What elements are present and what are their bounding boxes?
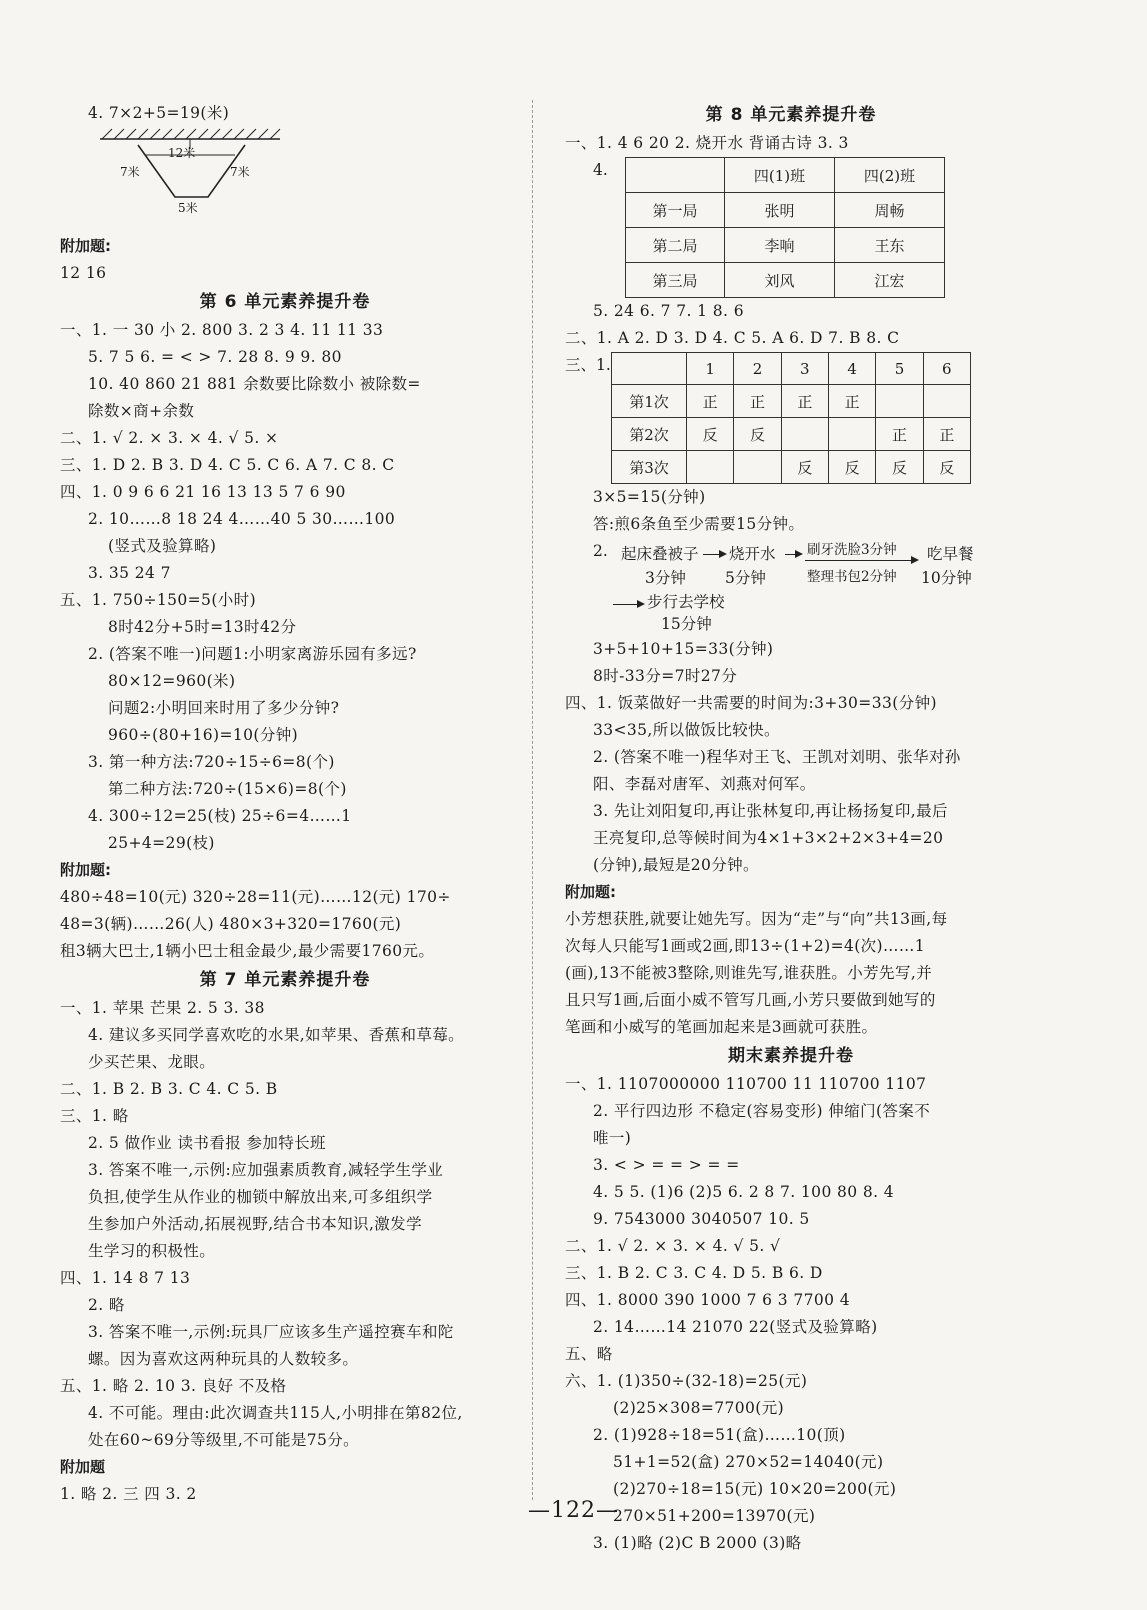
u8-line: 一、1. 4 6 20 2. 烧开水 背诵古诗 3. 3 <box>565 134 849 152</box>
column-divider <box>532 100 533 1500</box>
u7-line: 生参加户外活动,拓展视野,结合书本知识,激发学 <box>88 1215 422 1233</box>
u7-line: 4. 不可能。理由:此次调查共115人,小明排在第82位, <box>88 1404 463 1422</box>
u7-line: 3. 答案不唯一,示例:玩具厂应该多生产遥控赛车和陀 <box>88 1323 454 1341</box>
trap-right-label: 7米 <box>230 165 250 179</box>
final-line: (2)25×308=7700(元) <box>613 1399 785 1417</box>
flow-time-4: 10分钟 <box>921 569 972 587</box>
table2-cell <box>923 385 970 418</box>
trap-top-label: 12米 <box>168 146 196 160</box>
table2-header <box>612 353 687 385</box>
final-line: 2. (1)928÷18=51(盒)……10(顶) <box>593 1426 846 1444</box>
table2-label: 三、1. <box>565 356 611 374</box>
table2-cell: 正 <box>828 385 875 418</box>
final-line: 51+1=52(盒) 270×52=14040(元) <box>613 1453 884 1471</box>
page-number: —122— <box>528 1498 619 1523</box>
table1-cell: 张明 <box>725 193 835 228</box>
table2-cell: 正 <box>781 385 828 418</box>
table2-cell: 第3次 <box>612 451 687 484</box>
u8-line: 二、1. A 2. D 3. D 4. C 5. A 6. D 7. B 8. C <box>565 329 900 347</box>
flow-time-1: 3分钟 <box>645 569 686 587</box>
table2-header: 5 <box>876 353 923 385</box>
u7-line: 生学习的积极性。 <box>88 1242 216 1260</box>
u7-line: 3. 答案不唯一,示例:应加强素质教育,减轻学生学业 <box>88 1161 444 1179</box>
u8-line: 2. (答案不唯一)程华对王飞、王凯对刘明、张华对孙 <box>593 748 961 766</box>
table1-header: 四(2)班 <box>835 158 945 193</box>
table2-cell: 反 <box>876 451 923 484</box>
u7-line: 4. 建议多买同学喜欢吃的水果,如苹果、香蕉和草莓。 <box>88 1026 465 1044</box>
table1-cell: 第二局 <box>626 228 725 263</box>
u6-line: 第二种方法:720÷(15×6)=8(个) <box>108 780 347 798</box>
flow-step-4: 吃早餐 <box>927 545 974 563</box>
table2-cell <box>781 418 828 451</box>
table2-cell <box>734 451 781 484</box>
u6-line: 一、1. 一 30 小 2. 800 3. 2 3 4. 11 11 33 <box>60 321 384 339</box>
unit6-title: 第 6 单元素养提升卷 <box>199 292 371 312</box>
table1-label: 4. <box>593 161 608 179</box>
table2-header: 3 <box>781 353 828 385</box>
table2-cell <box>828 418 875 451</box>
final-title: 期末素养提升卷 <box>728 1046 854 1066</box>
table2-cell: 正 <box>876 418 923 451</box>
final-line: (2)270÷18=15(元) 10×20=200(元) <box>613 1480 897 1498</box>
u8-line: 33<35,所以做饭比较快。 <box>593 721 780 739</box>
fujia-title-2: 附加题: <box>60 861 111 879</box>
table2-cell: 正 <box>923 418 970 451</box>
fujia4-line: 次每人只能写1画或2画,即13÷(1+2)=4(次)……1 <box>565 937 926 955</box>
right-column <box>565 100 1017 1557</box>
u8-line: 5. 24 6. 7 7. 1 8. 6 <box>593 302 744 320</box>
fujia4-line: 小芳想获胜,就要让她先写。因为“走”与“向”共13画,每 <box>565 910 948 928</box>
table2-cell <box>876 385 923 418</box>
flow-time-2: 5分钟 <box>725 569 766 587</box>
trapezoid-figure <box>60 127 510 233</box>
fujia4-line: 且只写1画,后面小威不管写几画,小芳只要做到她写的 <box>565 991 936 1009</box>
flow-step-2: 烧开水 <box>729 545 776 563</box>
table1-cell: 周畅 <box>835 193 945 228</box>
u7-line: 螺。因为喜欢这两种玩具的人数较多。 <box>88 1350 359 1368</box>
table2-header: 1 <box>687 353 734 385</box>
trap-bottom-label: 5米 <box>178 201 198 215</box>
u6-line: 问题2:小明回来时用了多少分钟? <box>108 699 340 717</box>
table1-cell: 第三局 <box>626 263 725 298</box>
u6-line: 除数×商+余数 <box>88 402 195 420</box>
flow-step-5: 步行去学校 <box>647 593 725 611</box>
table1-cell: 王东 <box>835 228 945 263</box>
fujia-answer-1: 12 16 <box>60 264 107 282</box>
u6-line: (竖式及验算略) <box>108 537 217 555</box>
flow-arrow <box>703 554 725 555</box>
final-line: 六、1. (1)350÷(32-18)=25(元) <box>565 1372 808 1390</box>
flow-step-3a: 刷牙洗脸3分钟 <box>807 542 897 558</box>
table2-cell: 反 <box>828 451 875 484</box>
u7-line: 五、1. 略 2. 10 3. 良好 不及格 <box>60 1377 287 1395</box>
flow-time-5: 15分钟 <box>661 615 712 633</box>
u6-line: 960÷(80+16)=10(分钟) <box>108 726 299 744</box>
table1-cell: 李响 <box>725 228 835 263</box>
final-line: 唯一) <box>593 1129 632 1147</box>
table1-header: 四(1)班 <box>725 158 835 193</box>
u6-line: 3. 第一种方法:720÷15÷6=8(个) <box>88 753 335 771</box>
morning-flowchart <box>565 538 1017 633</box>
fujia2-line: 480÷48=10(元) 320÷28=11(元)……12(元) 170÷ <box>60 888 451 906</box>
table2-header: 4 <box>828 353 875 385</box>
table2-cell: 反 <box>923 451 970 484</box>
flow-num: 2. <box>593 542 608 560</box>
final-line: 2. 14……14 21070 22(竖式及验算略) <box>593 1318 878 1336</box>
table1-cell: 第一局 <box>626 193 725 228</box>
u8-line: 3+5+10+15=33(分钟) <box>593 640 774 658</box>
table1-header <box>626 158 725 193</box>
unit7-title: 第 7 单元素养提升卷 <box>199 970 371 990</box>
table2-cell: 第1次 <box>612 385 687 418</box>
final-line: 一、1. 1107000000 110700 11 110700 1107 <box>565 1075 927 1093</box>
fujia-answer-3: 1. 略 2. 三 四 3. 2 <box>60 1485 197 1503</box>
table1-cell: 刘风 <box>725 263 835 298</box>
final-line: 二、1. √ 2. × 3. × 4. √ 5. √ <box>565 1237 781 1255</box>
final-line: 五、略 <box>565 1345 613 1363</box>
u7-line: 一、1. 苹果 芒果 2. 5 3. 38 <box>60 999 265 1017</box>
u6-line: 五、1. 750÷150=5(小时) <box>60 591 257 609</box>
table2-cell: 反 <box>781 451 828 484</box>
u6-line: 二、1. √ 2. × 3. × 4. √ 5. × <box>60 429 279 447</box>
unit8-title: 第 8 单元素养提升卷 <box>705 105 877 125</box>
u7-line: 少买芒果、龙眼。 <box>88 1053 216 1071</box>
final-line: 4. 5 5. (1)6 (2)5 6. 2 8 7. 100 80 8. 4 <box>593 1183 895 1201</box>
u7-line: 四、1. 14 8 7 13 <box>60 1269 191 1287</box>
flow-arrow <box>805 560 917 561</box>
table2-cell: 反 <box>734 418 781 451</box>
table2-header: 2 <box>734 353 781 385</box>
left-column <box>60 100 510 1508</box>
final-line: 9. 7543000 3040507 10. 5 <box>593 1210 810 1228</box>
table2-block <box>565 352 1017 484</box>
table1-cell: 江宏 <box>835 263 945 298</box>
fujia-title-3: 附加题 <box>60 1458 106 1476</box>
u6-line: 4. 300÷12=25(枝) 25÷6=4……1 <box>88 807 352 825</box>
u8-line: 8时-33分=7时27分 <box>593 667 738 685</box>
u8-line: 王亮复印,总等候时间为4×1+3×2+2×3+4=20 <box>593 829 944 847</box>
trap-left-label: 7米 <box>120 165 140 179</box>
u7-line: 二、1. B 2. B 3. C 4. C 5. B <box>60 1080 278 1098</box>
table2-header: 6 <box>923 353 970 385</box>
u6-line: 10. 40 860 21 881 余数要比除数小 被除数= <box>88 375 421 393</box>
flow-arrow <box>785 554 801 555</box>
u6-line: 5. 7 5 6. = < > 7. 28 8. 9 9. 80 <box>88 348 342 366</box>
flow-arrow <box>613 604 643 605</box>
table2-cell: 反 <box>687 418 734 451</box>
u8-line: 3×5=15(分钟) <box>593 488 706 506</box>
u6-line: 8时42分+5时=13时42分 <box>108 618 297 636</box>
u8-line: 阳、李磊对唐军、刘燕对何军。 <box>593 775 816 793</box>
u6-line: 三、1. D 2. B 3. D 4. C 5. C 6. A 7. C 8. C <box>60 456 395 474</box>
flow-step-1: 起床叠被子 <box>621 545 699 563</box>
table2-cell: 第2次 <box>612 418 687 451</box>
q4-formula: 4. 7×2+5=19(米) <box>88 104 230 122</box>
trapezoid-diagram <box>90 127 290 233</box>
coin-table <box>611 352 971 484</box>
u7-line: 2. 5 做作业 读书看报 参加特长班 <box>88 1134 326 1152</box>
final-line: 270×51+200=13970(元) <box>613 1507 816 1525</box>
table2-cell <box>687 451 734 484</box>
u7-line: 负担,使学生从作业的枷锁中解放出来,可多组织学 <box>88 1188 433 1206</box>
final-line: 三、1. B 2. C 3. C 4. D 5. B 6. D <box>565 1264 823 1282</box>
u8-line: 四、1. 饭菜做好一共需要的时间为:3+30=33(分钟) <box>565 694 937 712</box>
u7-line: 三、1. 略 <box>60 1107 129 1125</box>
u7-line: 处在60~69分等级里,不可能是75分。 <box>88 1431 360 1449</box>
u6-line: 2. 10……8 18 24 4……40 5 30……100 <box>88 510 396 528</box>
u6-line: 2. (答案不唯一)问题1:小明家离游乐园有多远? <box>88 645 417 663</box>
u6-line: 四、1. 0 9 6 6 21 16 13 13 5 7 6 90 <box>60 483 346 501</box>
table2-cell: 正 <box>734 385 781 418</box>
table2-cell: 正 <box>687 385 734 418</box>
table1-block <box>565 157 1017 298</box>
u8-line: 答:煎6条鱼至少需要15分钟。 <box>593 515 805 533</box>
u6-line: 25+4=29(枝) <box>108 834 215 852</box>
flow-step-3b: 整理书包2分钟 <box>807 569 897 585</box>
fujia2-line: 租3辆大巴士,1辆小巴士租金最少,最少需要1760元。 <box>60 942 435 960</box>
fujia2-line: 48=3(辆)……26(人) 480×3+320=1760(元) <box>60 915 402 933</box>
fujia4-line: 笔画和小威写的笔画加起来是3画就可获胜。 <box>565 1018 878 1036</box>
u7-line: 2. 略 <box>88 1296 125 1314</box>
final-line: 3. (1)略 (2)C B 2000 (3)略 <box>593 1534 802 1552</box>
u8-line: 3. 先让刘阳复印,再让张林复印,再让杨扬复印,最后 <box>593 802 948 820</box>
fujia4-line: (画),13不能被3整除,则谁先写,谁获胜。小芳先写,并 <box>565 964 933 982</box>
fujia-title-1: 附加题: <box>60 237 111 255</box>
final-line: 四、1. 8000 390 1000 7 6 3 7700 4 <box>565 1291 850 1309</box>
fujia-title-4: 附加题: <box>565 883 616 901</box>
final-line: 2. 平行四边形 不稳定(容易变形) 伸缩门(答案不 <box>593 1102 931 1120</box>
u8-line: (分钟),最短是20分钟。 <box>593 856 759 874</box>
u6-line: 80×12=960(米) <box>108 672 236 690</box>
u6-line: 3. 35 24 7 <box>88 564 171 582</box>
final-line: 3. < > = = > = = <box>593 1156 740 1174</box>
match-table <box>625 157 945 298</box>
